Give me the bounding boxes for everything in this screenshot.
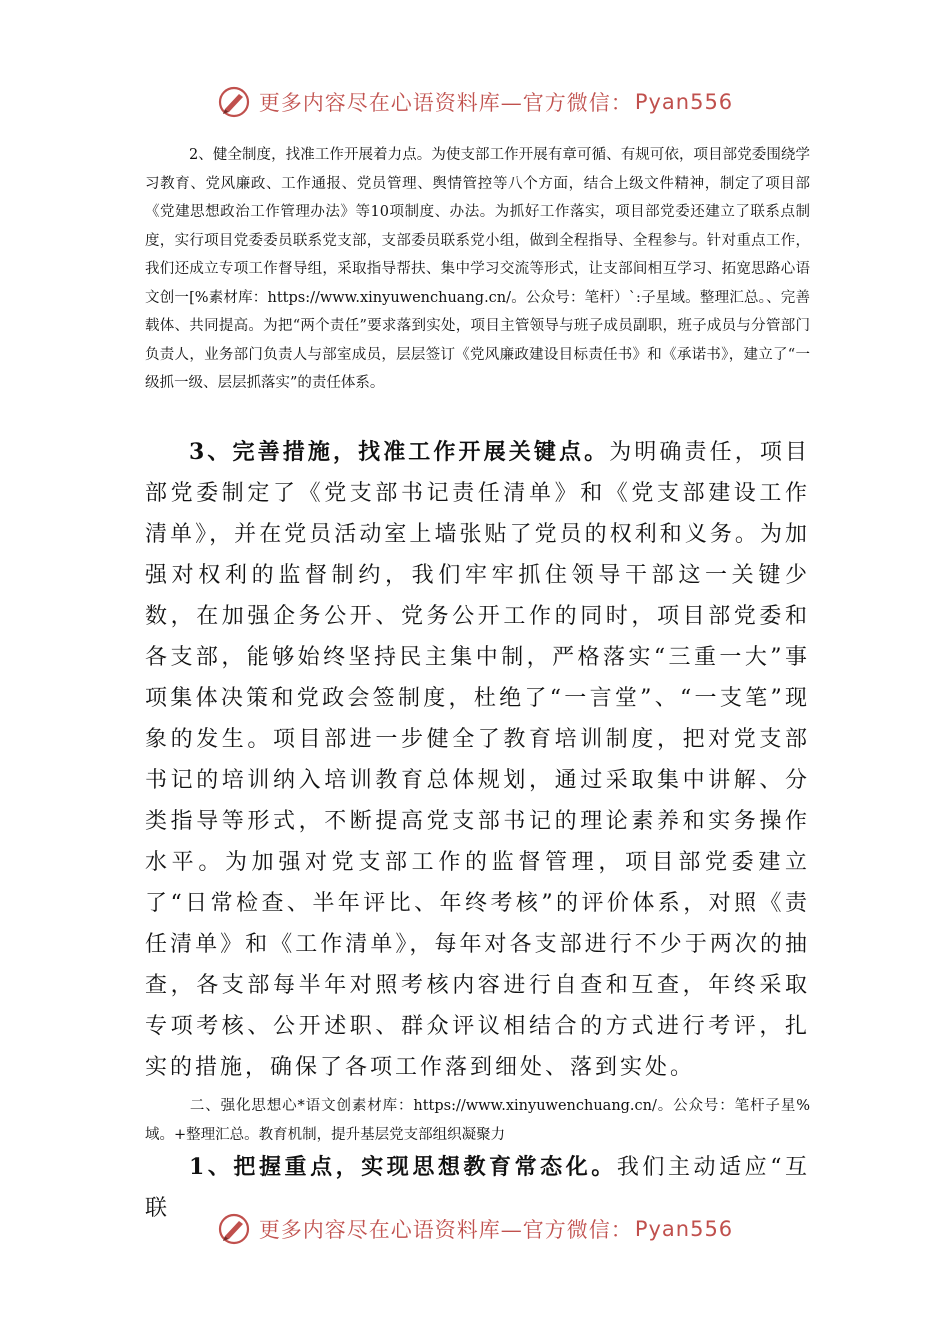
header-watermark-banner — [0, 80, 950, 124]
banner-text: 更多内容尽在心语资料库—官方微信： — [258, 1218, 633, 1242]
section-heading: 1、把握重点，实现思想教育常态化。 — [189, 1154, 617, 1180]
pen-logo-icon — [217, 1212, 251, 1246]
paragraph-measures — [145, 432, 810, 1088]
paragraph-text: 二、强化思想心*语文创素材库：https://www.xinyuwenchuang.cn/。公众号：笔杆子星%域。+整理汇总。教育机制，提升基层党支部组织凝聚力 — [145, 1098, 810, 1143]
wechat-id: Pyan556 — [634, 1217, 734, 1241]
paragraph-text: 我们主动适应“互联 — [145, 1155, 810, 1221]
footer-watermark-banner — [0, 1207, 950, 1251]
banner-text: 更多内容尽在心语资料库—官方微信： — [258, 91, 633, 115]
paragraph-text: 2、健全制度，找准工作开展着力点。为使支部工作开展有章可循、有规可依，项目部党委围绕学习教育、党风廉政、工作通报、党员管理、舆情管控等八个方面，结合上级文件精神，制定了项目部《党建思想政治工作管理办法》等10项制度、办法。为抓好工作落实，项目部党委还建立了联系点制度，实行项目党委委员联系党支部，支部委员联系党小组，做到全程指导、全程参与。针对重点工作，我们还成立专项工作督导组，采取指导帮扶、集中学习交流等形式，让支部间相互学习、拓宽思路心语文创一[%素材库：https://www.xinyuwenchuang.cn/。公众号：笔杆）`:子星域。整理汇总。、完善载体、共同提高。为把“两个责任”要求落到实处，项目主管领导与班子成员副职，班子成员与分管部门负责人，业务部门负责人与部室成员，层层签订《党风廉政建设目标责任书》和《承诺书》，建立了“一级抓一级、层层抓落实”的责任体系。 — [145, 147, 810, 391]
pen-logo-icon — [217, 85, 251, 119]
section-title-ideology — [145, 1092, 810, 1149]
section-heading: 3、完善措施，找准工作开展关键点。 — [189, 439, 610, 465]
paragraph-text: 为明确责任，项目部党委制定了《党支部书记责任清单》和《党支部建设工作清单》，并在党员活动室上墙张贴了党员的权利和义务。为加强对权利的监督制约，我们牢牢抓住领导干部这一关键少数，在加强企务公开、党务公开工作的同时，项目部党委和各支部，能够始终坚持民主集中制，严格落实“三重一大”事项集体决策和党政会签制度，杜绝了“一言堂”、“一支笔”现象的发生。项目部进一步健全了教育培训制度，把对党支部书记的培训纳入培训教育总体规划，通过采取集中讲解、分类指导等形式，不断提高党支部书记的理论素养和实务操作水平。为加强对党支部工作的监督管理，项目部党委建立了“日常检查、半年评比、年终考核”的评价体系，对照《责任清单》和《工作清单》，每年对各支部进行不少于两次的抽查，各支部每半年对照考核内容进行自查和互查，年终采取专项考核、公开述职、群众评议相结合的方式进行考评，扎实的措施，确保了各项工作落到细处、落到实处。 — [145, 440, 810, 1080]
wechat-id: Pyan556 — [634, 90, 734, 114]
paragraph-system-building — [145, 141, 810, 398]
